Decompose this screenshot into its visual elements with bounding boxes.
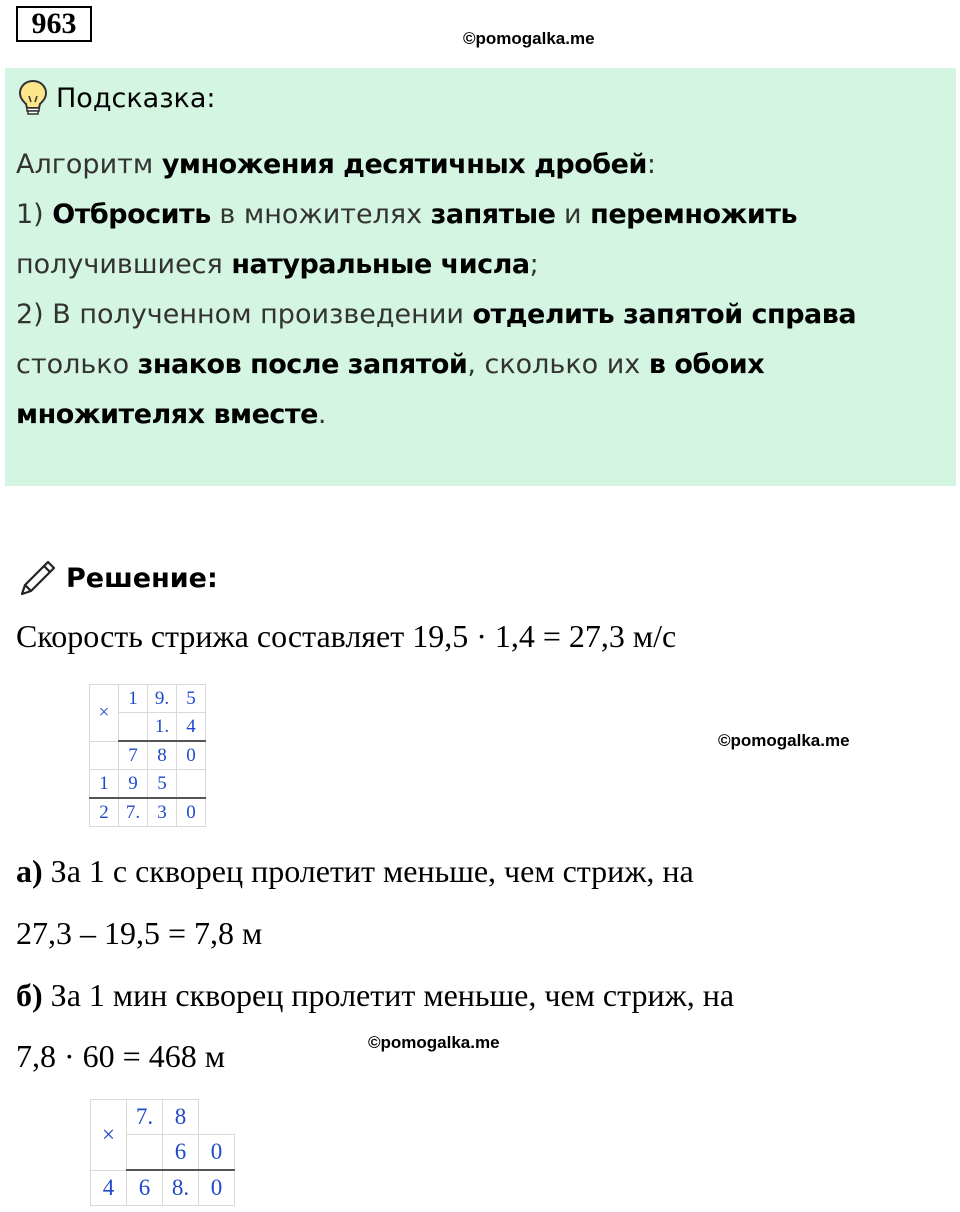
calc-digit: 6	[127, 1170, 163, 1206]
calc-digit: 1	[90, 770, 119, 799]
hint-text-segment: :	[646, 149, 656, 180]
hint-bold-term: Отбросить	[52, 199, 211, 230]
calc-digit: 8	[148, 741, 177, 770]
hint-text-segment: , сколько их	[467, 349, 649, 380]
hint-bold-term: множителях вместе	[16, 399, 318, 430]
hint-text-segment: получившиеся	[16, 249, 232, 280]
hint-bold-term: натуральные числа	[231, 249, 530, 280]
multiplication-table-1	[89, 684, 206, 827]
calc-row	[91, 1170, 235, 1206]
hint-line-4	[16, 290, 936, 340]
solution-title: Решение:	[66, 562, 218, 594]
hint-bold-term: знаков после запятой	[137, 349, 468, 380]
calc-digit: 2	[90, 798, 119, 827]
calc-row	[90, 685, 206, 713]
calc-digit: 4	[177, 713, 206, 742]
solution-header	[18, 556, 218, 600]
part-b-calc: 7,8 · 60 = 468 м	[16, 1038, 225, 1074]
watermark-bottom: ©pomogalka.me	[368, 1033, 500, 1052]
lightbulb-icon	[18, 79, 48, 117]
calc-digit: 1.	[148, 713, 177, 742]
calc-digit: 0	[177, 741, 206, 770]
task-number: 963	[16, 6, 92, 42]
hint-text-segment: .	[317, 399, 327, 430]
calc-digit: 0	[199, 1170, 235, 1206]
calc-digit	[90, 741, 119, 770]
calc-row	[91, 1100, 235, 1135]
watermark-top: ©pomogalka.me	[463, 29, 595, 48]
calc-digit: 0	[177, 798, 206, 827]
hint-text-segment: столько	[16, 349, 138, 380]
calc-digit: 3	[148, 798, 177, 827]
hint-bold-term: умножения десятичных дробей	[161, 149, 647, 180]
calc-digit	[177, 770, 206, 799]
calc-row	[90, 741, 206, 770]
calc-digit: 7	[119, 741, 148, 770]
hint-text-segment: 2) В полученном произведении	[16, 299, 473, 330]
hint-bold-term: в обоих	[648, 349, 765, 380]
calc-digit: 8	[163, 1100, 199, 1135]
hint-bold-term: отделить запятой справа	[472, 299, 857, 330]
hint-line-3	[16, 240, 936, 290]
calc-digit	[127, 1135, 163, 1171]
hint-text	[16, 140, 936, 440]
hint-line-1	[16, 140, 936, 190]
part-b-label: б)	[16, 977, 43, 1013]
calc-digit	[119, 713, 148, 742]
part-a-sentence: За 1 с скворец пролетит меньше, чем стриж, на	[42, 853, 694, 889]
calc-digit: 8.	[163, 1170, 199, 1206]
multiply-sign: ×	[90, 685, 119, 742]
calc-digit: 1	[119, 685, 148, 713]
hint-line-5	[16, 340, 936, 390]
calc-digit: 7.	[119, 798, 148, 827]
calc-digit: 9	[119, 770, 148, 799]
hint-text-segment: в множителях	[210, 199, 431, 230]
calc-digit: 6	[163, 1135, 199, 1171]
part-b-text	[16, 977, 734, 1014]
calc-row	[90, 798, 206, 827]
part-a-label: а)	[16, 853, 43, 889]
multiply-sign: ×	[91, 1100, 127, 1171]
multiplication-table-2	[90, 1099, 235, 1206]
part-a-text	[16, 853, 694, 890]
hint-text-segment: ;	[529, 249, 539, 280]
pencil-icon	[18, 558, 58, 598]
calc-row	[90, 770, 206, 799]
hint-line-6	[16, 390, 936, 440]
calc-digit: 0	[199, 1135, 235, 1171]
calc-digit: 5	[148, 770, 177, 799]
solution-line-speed: Скорость стрижа составляет 19,5 · 1,4 = 27,3 м/с	[16, 618, 677, 654]
calc-digit: 5	[177, 685, 206, 713]
calc-digit: 9.	[148, 685, 177, 713]
hint-text-segment: и	[555, 199, 591, 230]
hint-header	[18, 78, 216, 118]
hint-text-segment: Алгоритм	[16, 149, 162, 180]
hint-line-2	[16, 190, 936, 240]
calc-digit: 4	[91, 1170, 127, 1206]
hint-text-segment: 1)	[16, 199, 53, 230]
part-b-sentence: За 1 мин скворец пролетит меньше, чем стриж, на	[42, 977, 735, 1013]
hint-bold-term: перемножить	[590, 199, 798, 230]
hint-bold-term: запятые	[430, 199, 556, 230]
hint-title: Подсказка:	[56, 82, 216, 114]
part-a-calc: 27,3 – 19,5 = 7,8 м	[16, 915, 263, 951]
calc-digit: 7.	[127, 1100, 163, 1135]
watermark-middle: ©pomogalka.me	[718, 731, 850, 750]
